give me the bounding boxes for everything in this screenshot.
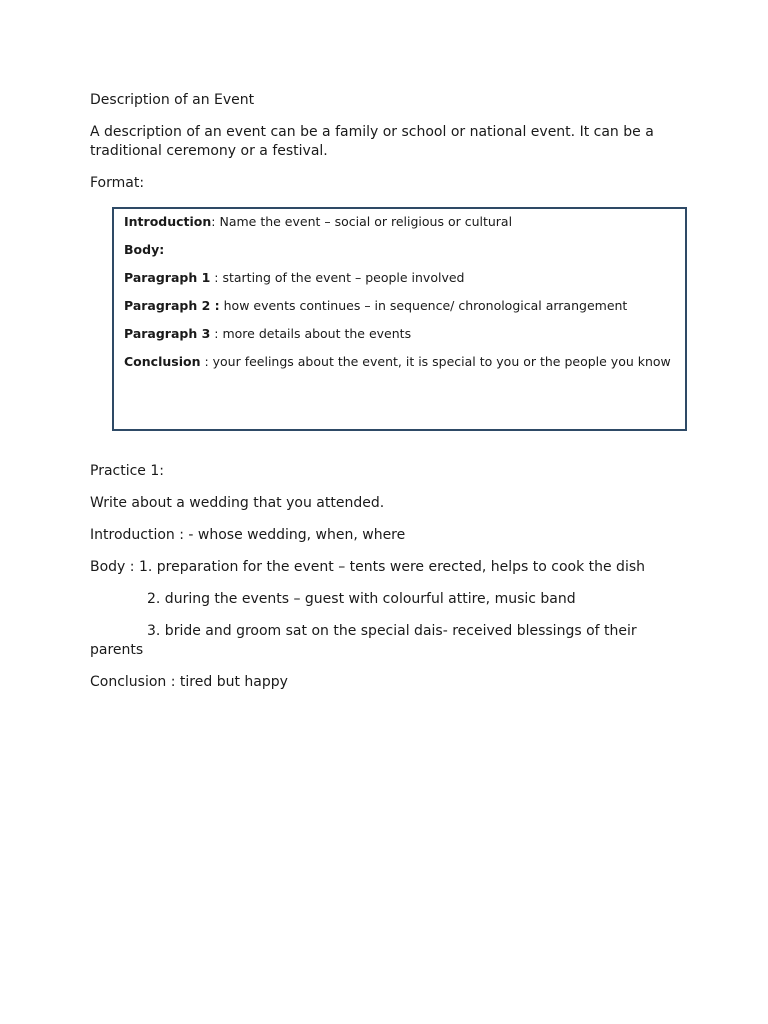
intro-paragraph-line-2: traditional ceremony or a festival.	[90, 143, 328, 159]
format-paragraph-1-text: : starting of the event – people involved	[210, 270, 465, 285]
format-paragraph-2	[124, 298, 627, 314]
format-body	[124, 242, 164, 258]
format-paragraph-1	[124, 270, 464, 286]
document-title: Description of an Event	[90, 92, 255, 108]
format-paragraph-2-text: how events continues – in sequence/ chronological arrangement	[219, 298, 628, 313]
practice-body-item-3: 3. bride and groom sat on the special dais- received blessings of their	[147, 623, 637, 639]
format-paragraph-1-label: Paragraph 1	[124, 270, 211, 285]
format-label: Format:	[90, 175, 145, 191]
format-body-label: Body:	[124, 242, 165, 257]
format-paragraph-3	[124, 326, 411, 342]
practice-task: Write about a wedding that you attended.	[90, 495, 385, 511]
practice-conclusion: Conclusion : tired but happy	[90, 674, 288, 690]
format-paragraph-2-label: Paragraph 2 :	[124, 298, 220, 313]
practice-body-item-1: Body : 1. preparation for the event – tents were erected, helps to cook the dish	[90, 559, 645, 575]
format-conclusion-label: Conclusion	[124, 354, 201, 369]
format-introduction-text: : Name the event – social or religious or cultural	[211, 214, 513, 229]
intro-paragraph-line-1: A description of an event can be a family or school or national event. It can be a	[90, 124, 654, 140]
format-introduction	[124, 214, 512, 230]
practice-heading: Practice 1:	[90, 463, 164, 479]
practice-body-item-2: 2. during the events – guest with colourful attire, music band	[147, 591, 576, 607]
format-paragraph-3-text: : more details about the events	[210, 326, 412, 341]
practice-body-item-3-continuation: parents	[90, 642, 144, 658]
format-paragraph-3-label: Paragraph 3	[124, 326, 211, 341]
format-conclusion-text: : your feelings about the event, it is special to you or the people you know	[200, 354, 671, 369]
format-conclusion	[124, 354, 671, 370]
format-introduction-label: Introduction	[124, 214, 212, 229]
format-box	[112, 207, 687, 431]
practice-introduction: Introduction : - whose wedding, when, where	[90, 527, 406, 543]
